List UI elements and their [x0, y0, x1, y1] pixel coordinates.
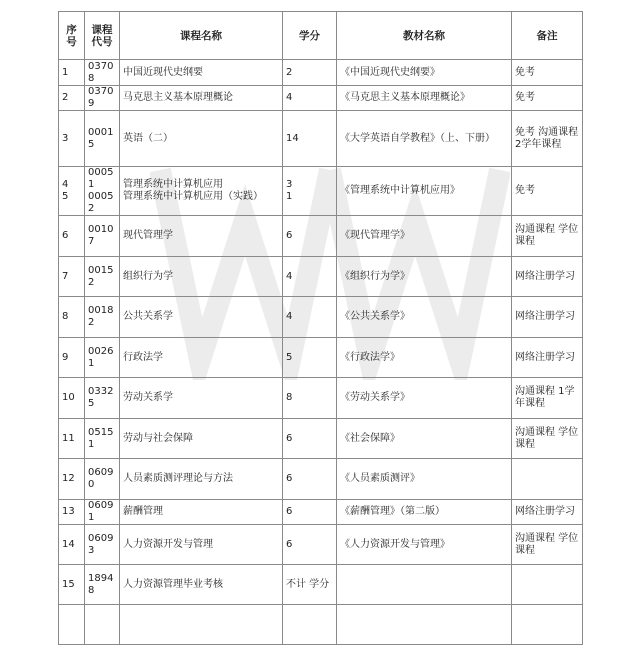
cell-seq: 12 [59, 459, 85, 500]
cell-book: 《大学英语自学教程》（上、下册） [337, 111, 512, 167]
table-row [59, 459, 583, 500]
cell-code: 05151 [85, 419, 120, 459]
cell-seq: 3 [59, 111, 85, 167]
cell-book: 《马克思主义基本原理概论》 [337, 86, 512, 111]
cell-credit: 2 [283, 60, 337, 86]
cell-note: 网络注册学习 [512, 297, 583, 338]
table-row [59, 86, 583, 111]
cell-credit: 4 [283, 257, 337, 297]
table-row [59, 167, 583, 216]
table-row [59, 500, 583, 525]
cell-seq: 9 [59, 338, 85, 378]
table-row [59, 297, 583, 338]
cell-code: 03325 [85, 378, 120, 419]
cell-credit [283, 167, 337, 216]
cell-seq [59, 167, 85, 216]
cell-book: 《社会保障》 [337, 419, 512, 459]
cell-code: 06091 [85, 500, 120, 525]
cell-name: 公共关系学 [120, 297, 283, 338]
cell-name: 行政法学 [120, 338, 283, 378]
cell-note: 沟通课程 学位课程 [512, 216, 583, 257]
cell-note: 沟通课程 1学年课程 [512, 378, 583, 419]
cell-seq: 8 [59, 297, 85, 338]
table-row [59, 257, 583, 297]
cell-book: 《人力资源开发与管理》 [337, 525, 512, 565]
cell-code: 18948 [85, 565, 120, 605]
cell-code: 00152 [85, 257, 120, 297]
cell-credit: 6 [283, 500, 337, 525]
cell-seq: 6 [59, 216, 85, 257]
cell-seq [59, 605, 85, 645]
cell-note: 免考 [512, 60, 583, 86]
table-row [59, 419, 583, 459]
cell-credit: 4 [283, 297, 337, 338]
cell-note: 网络注册学习 [512, 338, 583, 378]
cell-credit: 6 [283, 459, 337, 500]
cell-seq: 1 [59, 60, 85, 86]
cell-note [512, 459, 583, 500]
table-row [59, 605, 583, 645]
header-code: 课程代号 [85, 12, 120, 60]
cell-code: 06090 [85, 459, 120, 500]
table-row [59, 378, 583, 419]
table-row [59, 525, 583, 565]
cell-code: 00261 [85, 338, 120, 378]
cell-book [337, 605, 512, 645]
cell-name: 人力资源开发与管理 [120, 525, 283, 565]
cell-code: 03709 [85, 86, 120, 111]
cell-code: 00182 [85, 297, 120, 338]
cell-seq: 10 [59, 378, 85, 419]
table-row [59, 565, 583, 605]
cell-credit: 5 [283, 338, 337, 378]
cell-seq: 14 [59, 525, 85, 565]
cell-name: 薪酬管理 [120, 500, 283, 525]
cell-name [120, 167, 283, 216]
cell-name: 人员素质测评理论与方法 [120, 459, 283, 500]
table-row [59, 338, 583, 378]
header-seq: 序号 [59, 12, 85, 60]
cell-name [120, 605, 283, 645]
cell-book: 《薪酬管理》（第二版） [337, 500, 512, 525]
cell-name: 现代管理学 [120, 216, 283, 257]
cell-credit: 6 [283, 216, 337, 257]
cell-name: 劳动关系学 [120, 378, 283, 419]
table-row [59, 111, 583, 167]
cell-code: 03708 [85, 60, 120, 86]
cell-seq: 13 [59, 500, 85, 525]
cell-name-a: 管理系统中计算机应用 [123, 179, 223, 190]
header-row [59, 12, 583, 60]
cell-name: 中国近现代史纲要 [120, 60, 283, 86]
table-row [59, 60, 583, 86]
cell-name: 劳动与社会保障 [120, 419, 283, 459]
cell-code: 00107 [85, 216, 120, 257]
cell-note: 免考 [512, 86, 583, 111]
cell-seq: 15 [59, 565, 85, 605]
cell-note: 网络注册学习 [512, 500, 583, 525]
cell-book: 《人员素质测评》 [337, 459, 512, 500]
cell-book: 《劳动关系学》 [337, 378, 512, 419]
cell-seq-a: 4 [62, 179, 69, 190]
header-credit: 学分 [283, 12, 337, 60]
cell-name: 组织行为学 [120, 257, 283, 297]
cell-code: 06093 [85, 525, 120, 565]
cell-seq-b: 5 [62, 191, 69, 202]
cell-credit: 8 [283, 378, 337, 419]
cell-credit-a: 3 [286, 179, 293, 190]
cell-seq: 2 [59, 86, 85, 111]
cell-book: 《行政法学》 [337, 338, 512, 378]
cell-note [512, 605, 583, 645]
cell-book: 《管理系统中计算机应用》 [337, 167, 512, 216]
cell-note: 网络注册学习 [512, 257, 583, 297]
cell-code [85, 605, 120, 645]
cell-book: 《公共关系学》 [337, 297, 512, 338]
cell-name: 马克思主义基本原理概论 [120, 86, 283, 111]
cell-note [512, 565, 583, 605]
cell-note: 沟通课程 学位课程 [512, 525, 583, 565]
cell-code [85, 167, 120, 216]
cell-note: 免考 [512, 167, 583, 216]
cell-book: 《中国近现代史纲要》 [337, 60, 512, 86]
cell-code-b: 00052 [88, 191, 114, 214]
cell-seq: 7 [59, 257, 85, 297]
cell-credit: 14 [283, 111, 337, 167]
cell-credit: 不计 学分 [283, 565, 337, 605]
cell-book: 《现代管理学》 [337, 216, 512, 257]
cell-credit: 4 [283, 86, 337, 111]
cell-name-b: 管理系统中计算机应用（实践） [123, 191, 263, 202]
header-note: 备注 [512, 12, 583, 60]
cell-credit: 6 [283, 525, 337, 565]
course-table [58, 11, 583, 645]
table-row [59, 216, 583, 257]
cell-credit-b: 1 [286, 191, 293, 202]
cell-book: 《组织行为学》 [337, 257, 512, 297]
cell-seq: 11 [59, 419, 85, 459]
cell-credit: 6 [283, 419, 337, 459]
header-book: 教材名称 [337, 12, 512, 60]
cell-name: 人力资源管理毕业考核 [120, 565, 283, 605]
cell-name: 英语（二） [120, 111, 283, 167]
cell-credit [283, 605, 337, 645]
cell-book [337, 565, 512, 605]
header-name: 课程名称 [120, 12, 283, 60]
cell-note: 沟通课程 学位课程 [512, 419, 583, 459]
cell-code-a: 00051 [88, 167, 114, 190]
cell-code: 00015 [85, 111, 120, 167]
cell-note: 免考 沟通课程 2学年课程 [512, 111, 583, 167]
